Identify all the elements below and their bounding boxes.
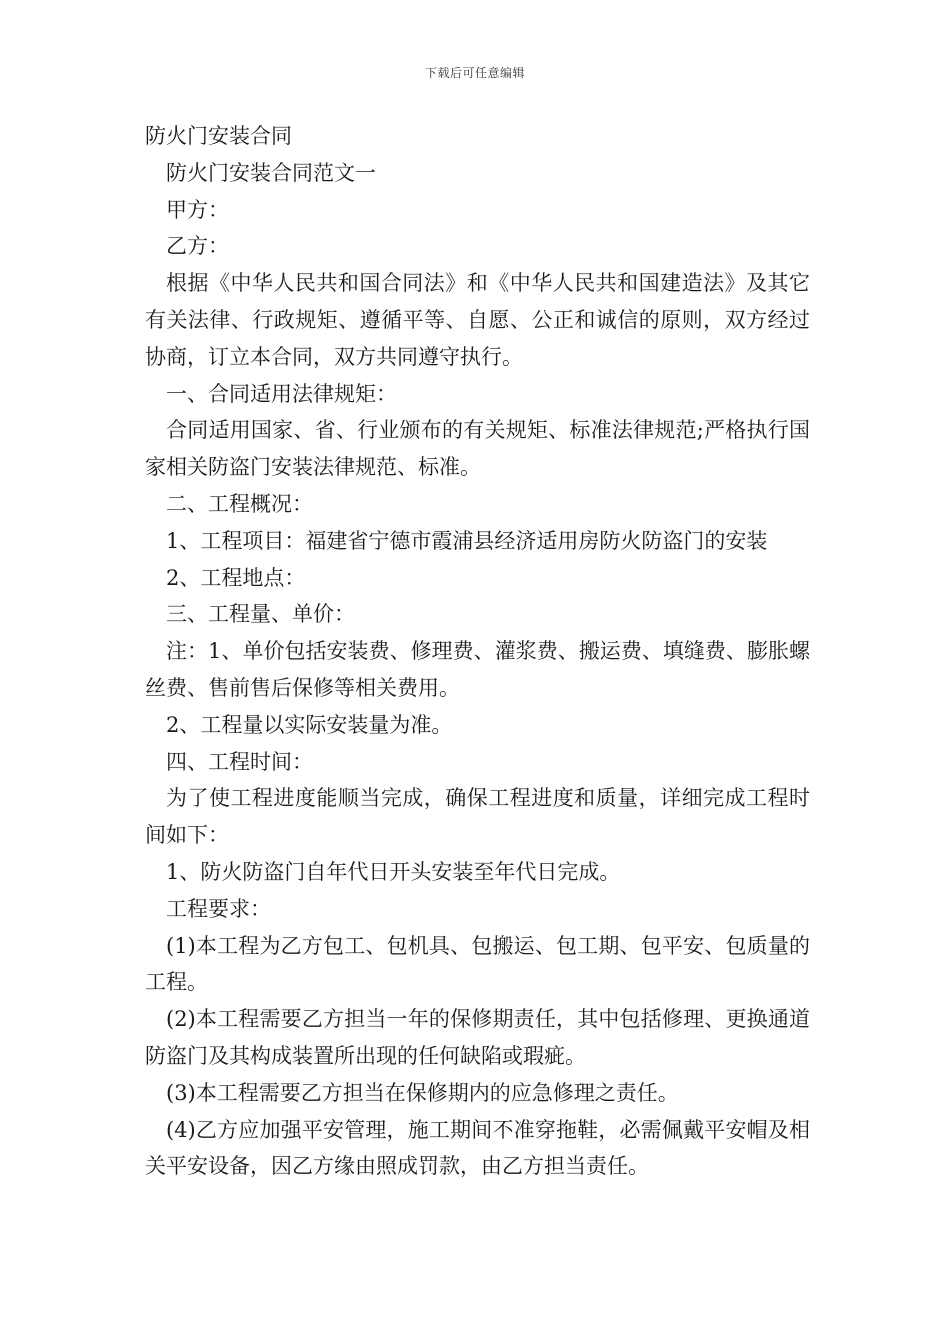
section-1-heading: 一、合同适用法律规矩： xyxy=(166,381,397,406)
section-2-item-2: 2、工程地点： xyxy=(166,565,306,590)
requirement-1: (1)本工程为乙方包工、包机具、包搬运、包工期、包平安、包质量的工程。 xyxy=(145,933,810,995)
party-b: 乙方： xyxy=(166,234,229,259)
intro-paragraph: 根据《中华人民共和国合同法》和《中华人民共和国建造法》及其它有关法律、行政规矩、遵循平等、自愿、公正和诚信的原则，双方经过协商，订立本合同，双方共同遵守执行。 xyxy=(145,271,810,369)
document-title: 防火门安装合同 xyxy=(145,124,292,148)
section-3-item-2: 2、工程量以实际安装量为准。 xyxy=(166,712,453,737)
section-4-item-1: 1、防火防盗门自年代日开头安装至年代日完成。 xyxy=(166,859,621,884)
section-4-heading: 四、工程时间： xyxy=(166,749,313,774)
requirement-4: (4)乙方应加强平安管理，施工期间不准穿拖鞋，必需佩戴平安帽及相关平安设备，因乙方缘由照成罚款，由乙方担当责任。 xyxy=(145,1117,810,1179)
document-subtitle: 防火门安装合同范文一 xyxy=(166,160,376,185)
section-3-note: 注：1、单价包括安装费、修理费、灌浆费、搬运费、填缝费、膨胀螺丝费、售前售后保修等相关费用。 xyxy=(145,639,810,700)
section-4-text: 为了使工程进度能顺当完成，确保工程进度和质量，详细完成工程时间如下： xyxy=(145,786,810,848)
party-a: 甲方： xyxy=(166,197,229,222)
requirements-heading: 工程要求： xyxy=(166,896,271,921)
requirement-2: (2)本工程需要乙方担当一年的保修期责任，其中包括修理、更换通道防盗门及其构成装置所出现的任何缺陷或瑕疵。 xyxy=(145,1007,810,1068)
section-2-heading: 二、工程概况： xyxy=(166,491,313,516)
section-1-text: 合同适用国家、省、行业颁布的有关规矩、标准法律规范;严格执行国家相关防盗门安装法律规范、标准。 xyxy=(145,418,810,480)
section-2-item-1: 1、工程项目：福建省宁德市霞浦县经济适用房防火防盗门的安装 xyxy=(166,528,768,553)
section-3-heading: 三、工程量、单价： xyxy=(166,602,355,627)
document-body xyxy=(145,118,810,1185)
requirement-3: (3)本工程需要乙方担当在保修期内的应急修理之责任。 xyxy=(166,1080,679,1105)
page-header: 下载后可任意编辑 xyxy=(424,66,525,80)
